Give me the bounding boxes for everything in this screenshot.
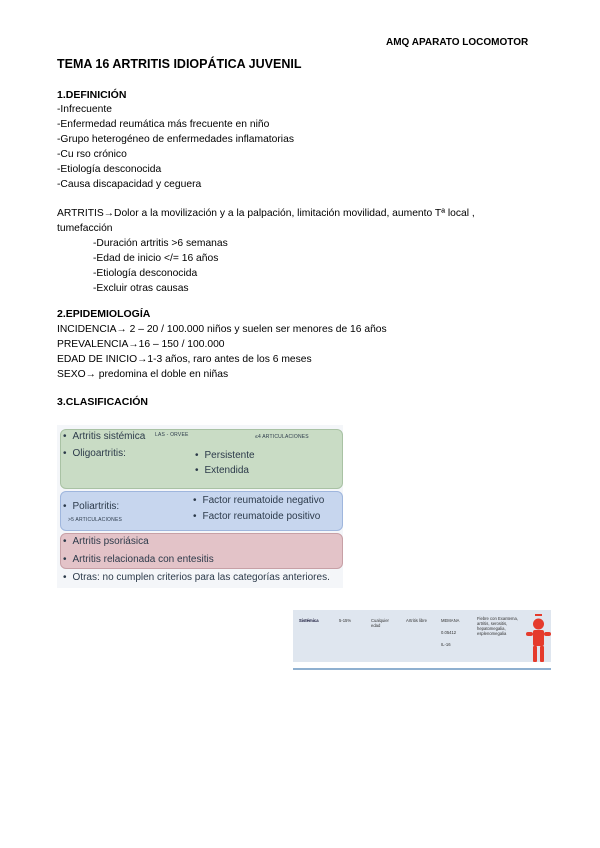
criteria-item: -Edad de inicio </= 16 años <box>93 253 219 264</box>
section-heading-definicion: 1.DEFINICIÓN <box>57 89 127 101</box>
epidemiologia-item: SEXO→ predomina el doble en niñas <box>57 369 229 380</box>
epidemiologia-item: EDAD DE INICIO→1-3 años, raro antes de los 6 meses <box>57 354 312 365</box>
class-las-orvee: LAS - ORVEE <box>155 432 189 438</box>
class-persistente: • Persistente <box>195 450 255 461</box>
class-le4-articulaciones: ≤4 ARTICULACIONES <box>255 434 309 440</box>
class-fr-positivo: • Factor reumatoide positivo <box>193 511 320 522</box>
criteria-item: -Excluir otras causas <box>93 283 189 294</box>
definicion-item: -Causa discapacidad y ceguera <box>57 179 202 190</box>
class-entesitis: • Artritis relacionada con entesitis <box>63 554 214 565</box>
class-ge5-articulaciones: >5 ARTICULACIONES <box>68 517 123 523</box>
classification-figure <box>57 425 343 588</box>
table-cell: IL-16 <box>441 642 451 647</box>
criteria-item: -Duración artritis >6 semanas <box>93 238 228 249</box>
document-header: AMQ APARATO LOCOMOTOR <box>386 37 529 48</box>
class-poli: • Poliartritis: <box>63 501 119 512</box>
class-sistemica: • Artritis sistémica <box>63 431 145 442</box>
child-figure-icon <box>526 614 551 664</box>
definicion-item: -Infrecuente <box>57 104 112 115</box>
artritis-definition-cont: tumefacción <box>57 223 113 234</box>
definicion-item: -Grupo heterogéneo de enfermedades inflamatorias <box>57 134 294 145</box>
class-otras: • Otras: no cumplen criterios para las categorías anteriores. <box>63 572 330 583</box>
criteria-item: -Etiología desconocida <box>93 268 198 279</box>
section-heading-clasificacion: 3.CLASIFICACIÓN <box>57 396 149 408</box>
artritis-definition: ARTRITIS→Dolor a la movilización y a la palpación, limitación movilidad, aumento Tª local , <box>57 208 475 219</box>
epidemiologia-item: PREVALENCIA→16 – 150 / 100.000 <box>57 339 225 350</box>
table-cell: 5-15% <box>339 618 352 623</box>
section-heading-epidemiologia: 2.EPIDEMIOLOGÍA <box>57 308 151 320</box>
table-cell: Artritis libre <box>406 618 427 623</box>
class-oligo: • Oligoartritis: <box>63 448 126 459</box>
table-cell: MEMANA <box>441 618 460 623</box>
table-cell: 0.05412 <box>441 630 457 635</box>
table-cell: Cualquier edad <box>371 618 389 628</box>
page-title: TEMA 16 ARTRITIS IDIOPÁTICA JUVENIL <box>57 57 302 71</box>
table-snippet <box>293 610 551 670</box>
class-psoriasica: • Artritis psoriásica <box>63 536 149 547</box>
class-fr-negativo: • Factor reumatoide negativo <box>193 495 324 506</box>
table-cell: Fiebre con Exantema, artritis, serositis, hepatomegalia, esplenomegalia <box>477 616 518 636</box>
epidemiologia-item: INCIDENCIA→ 2 – 20 / 100.000 niños y suelen ser menores de 16 años <box>57 324 387 335</box>
definicion-item: -Cu rso crónico <box>57 149 127 160</box>
definicion-item: -Enfermedad reumática más frecuente en niño <box>57 119 270 130</box>
class-extendida: • Extendida <box>195 465 249 476</box>
definicion-item: -Etiología desconocida <box>57 164 162 175</box>
table-cell: Sistémica <box>299 618 319 623</box>
